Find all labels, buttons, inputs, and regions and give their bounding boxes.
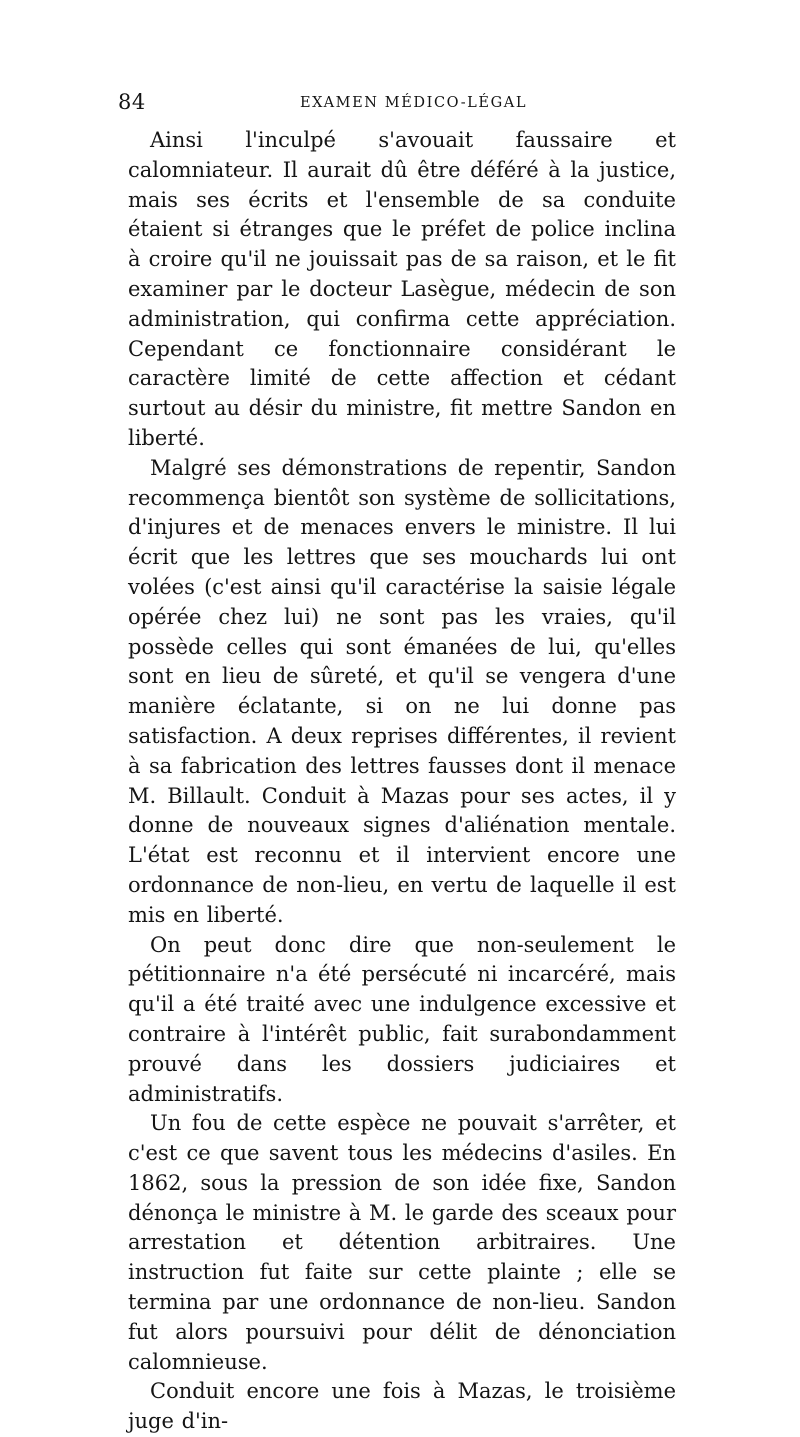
paragraph-1: Ainsi l'inculpé s'avouait faussaire et calomniateur. Il aurait dû être déféré à la justice, mais ses écrits et l'ensemble de sa conduite étaient si étranges que le préfet de police inclina à croire qu'il ne jouissait pas de sa raison, et le fit examiner par le docteur Lasègue, médecin de son administration, qui confirma cette appréciation. Cependant ce fonctionnaire considérant le caractère limité de cette affection et cédant surtout au désir du ministre, fit mettre Sandon en liberté. xyxy=(128,128,676,450)
paragraph-2: Malgré ses démonstrations de repentir, Sandon recommença bientôt son système de sollicitations, d'injures et de menaces envers le ministre. Il lui écrit que les lettres que ses mouchards lui ont volées (c'est ainsi qu'il caractérise la saisie légale opérée chez lui) ne sont pas les vraies, qu'il possède celles qui sont émanées de lui, qu'elles sont en lieu de sûreté, et qu'il se vengera d'une manière éclatante, si on ne lui donne pas satisfaction. A deux reprises différentes, il revient à sa fabrication des lettres fausses dont il menace M. Billault. Conduit à Mazas pour ses actes, il y donne de nouveaux signes d'aliénation mentale. L'état est reconnu et il intervient encore une ordonnance de non-lieu, en vertu de laquelle il est mis en liberté. xyxy=(128,455,676,927)
paragraph-4: Un fou de cette espèce ne pouvait s'arrêter, et c'est ce que savent tous les médecins d'asiles. En 1862, sous la pression de son idée fixe, Sandon dénonça le ministre à M. le garde des sceaux pour arrestation et détention arbitraires. Une instruction fut faite sur cette plainte ; elle se termina par une ordonnance de non-lieu. Sandon fut alors poursuivi pour délit de dénonciation calomnieuse. xyxy=(128,1111,676,1374)
paragraph-3: On peut donc dire que non-seulement le pétitionnaire n'a été persécuté ni incarcéré, mais qu'il a été traité avec une indulgence excessive et contraire à l'intérêt public, fait surabondamment prouvé dans les dossiers judiciaires et administratifs. xyxy=(128,932,676,1106)
page-header xyxy=(118,90,678,120)
page-number: 84 xyxy=(118,90,146,114)
paragraph-5: Conduit encore une fois à Mazas, le troisième juge d'in- xyxy=(128,1379,676,1434)
running-title: EXAMEN MÉDICO-LÉGAL xyxy=(300,95,528,111)
body-text xyxy=(128,126,676,1437)
